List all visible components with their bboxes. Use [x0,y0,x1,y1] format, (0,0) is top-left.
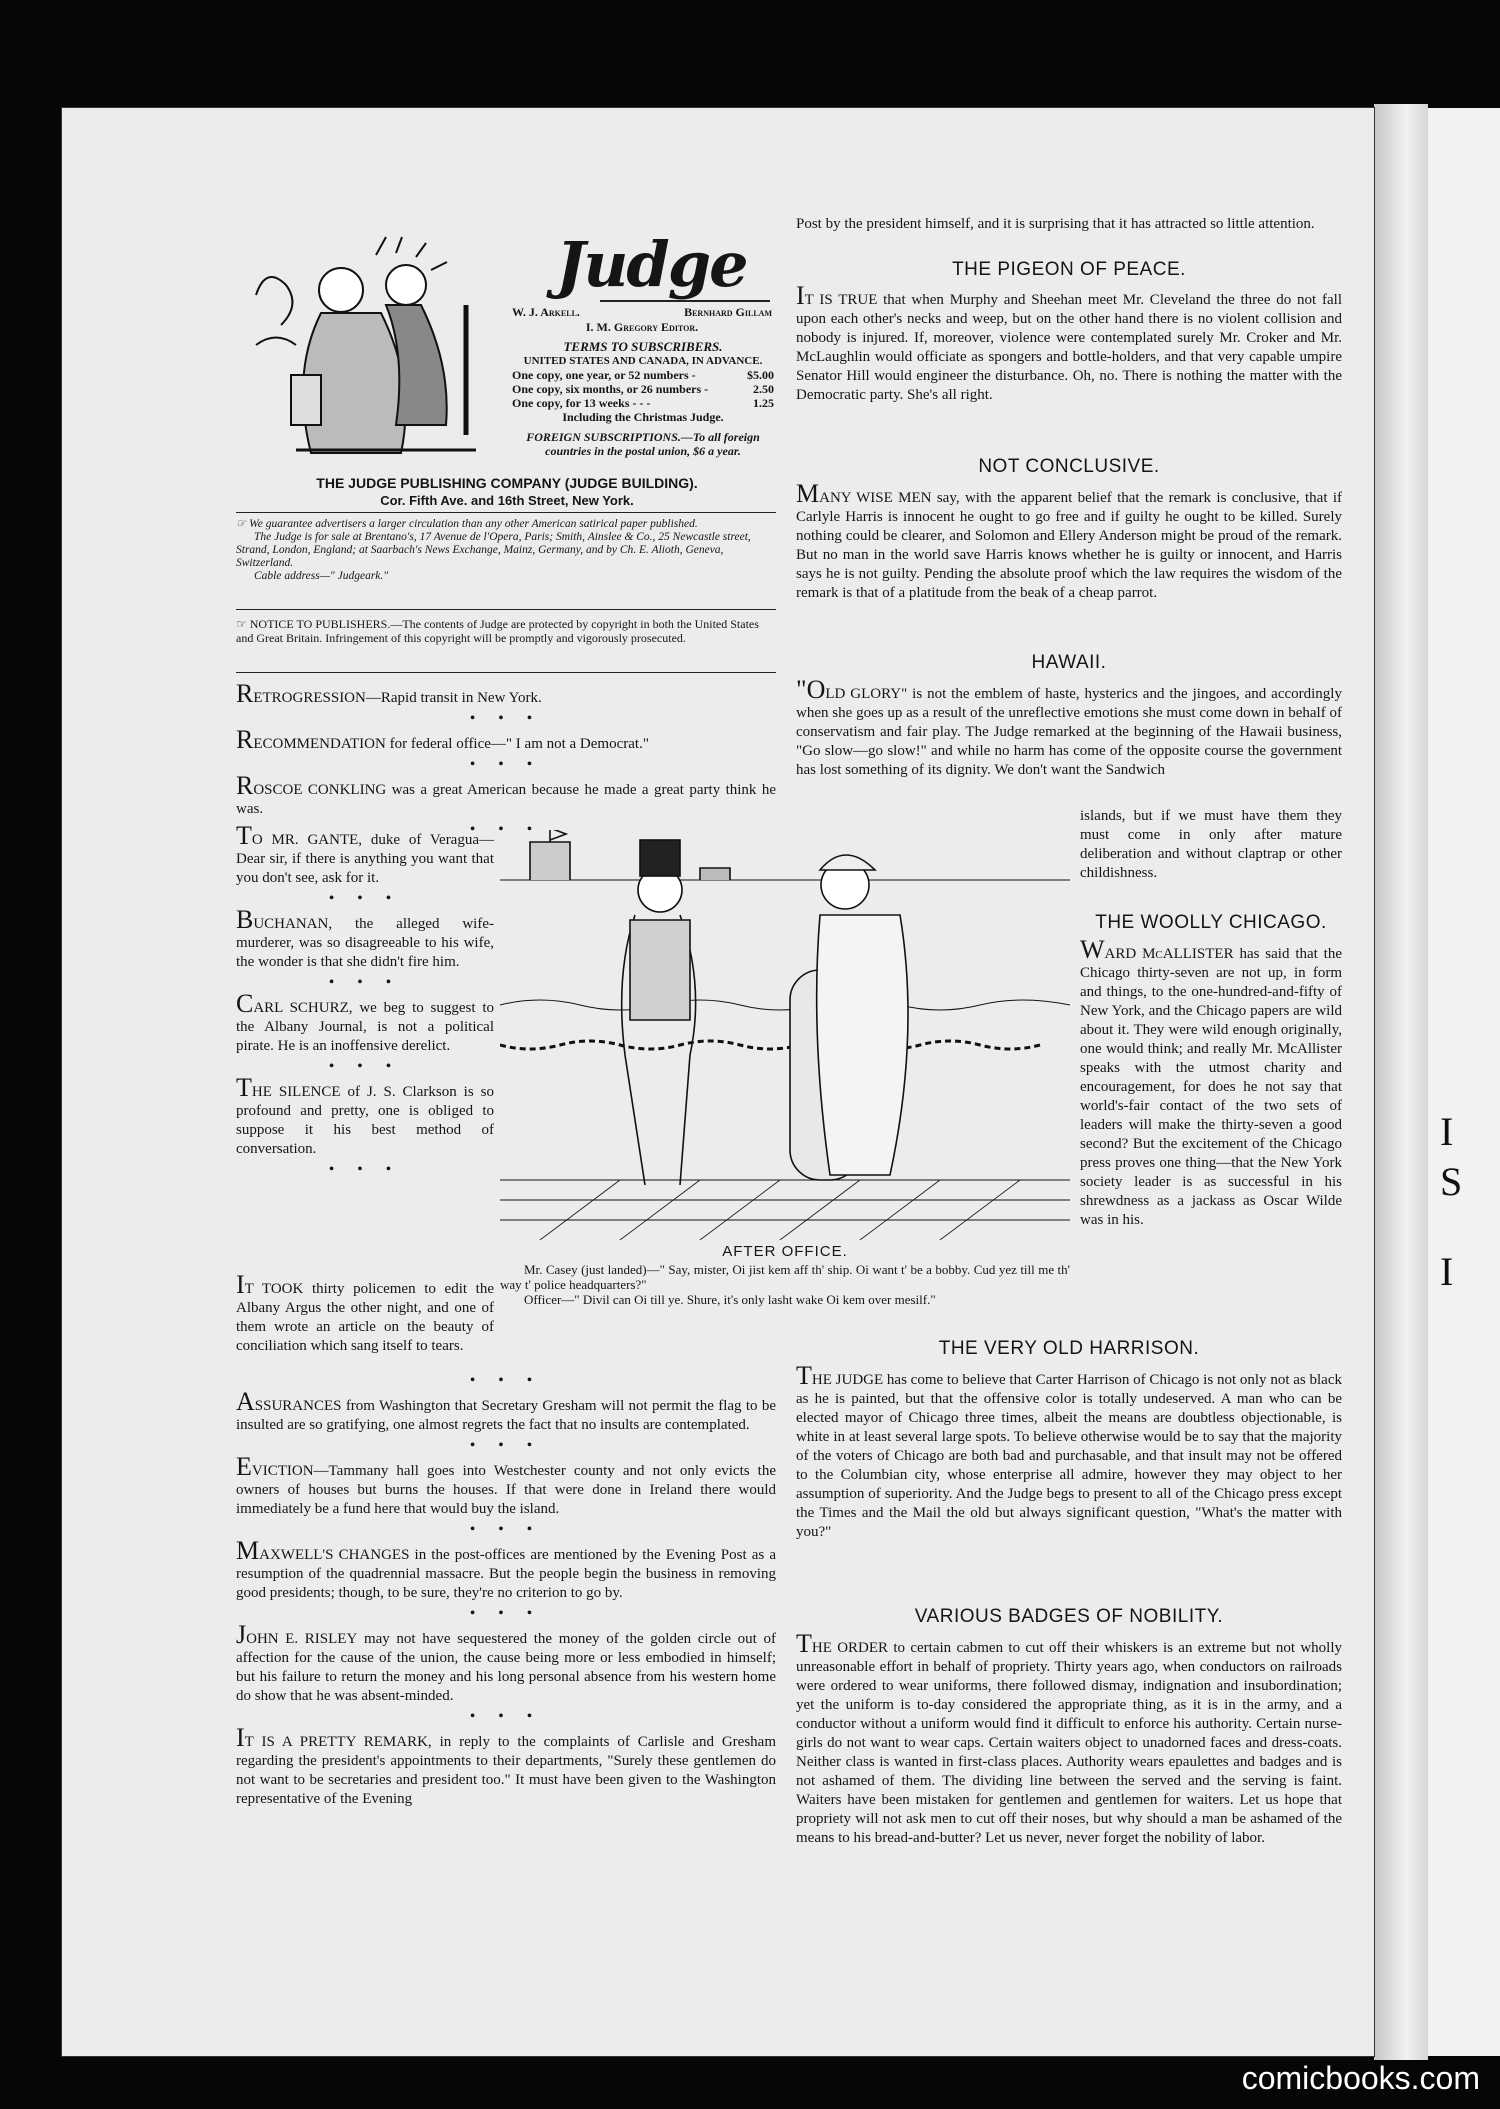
paragraph: ASSURANCES from Washington that Secretary Gresham will not permit the flag to be insulted are so gratifying, one almost regrets the fact that no insults are contemplated. [236,1387,776,1433]
terms-row: One copy, one year, or 52 numbers - $5.00 [512,368,774,382]
heading-hawaii: HAWAII. [1031,652,1107,673]
paragraph: IT TOOK thirty policemen to edit the Albany Argus the other night, and one of them wrote an article on the beauty of conciliation which sang itself to tears. [236,1270,494,1354]
left-column-top: RETROGRESSION—Rapid transit in New York. • • • RECOMMENDATION for federal office—" I am not a Democrat." • • • ROSCOE CONKLING was a great American because he made a great party think he was. • • • [236,679,776,837]
heading-very-old-harrison: THE VERY OLD HARRISON. [938,1338,1200,1359]
paragraph: TO MR. GANTE, duke of Veragua—Dear sir, if there is anything you want that you don't see, ask for it. [236,821,494,886]
divider [236,609,776,610]
terms-heading: TERMS TO SUBSCRIBERS. [563,339,723,354]
foreign-subscriptions: FOREIGN SUBSCRIPTIONS.—To all foreign countries in the postal union, $6 a year. [526,430,760,458]
facing-page-edge: I S I [1428,108,1500,2056]
editor-center: I. M. Gregory Editor. [585,320,699,334]
site-watermark: comicbooks.com [1241,2060,1480,2096]
subscription-terms [512,340,774,458]
publisher-name: THE JUDGE PUBLISHING COMPANY (JUDGE BUILDING). [316,475,698,491]
cartoon-caption: Mr. Casey (just landed)—" Say, mister, Oi jist kem aff th' ship. Oi want t' be a bobby. Cud yez till me th' way t' police headquarters?" Officer—" Divil can Oi till ye. Shure, it's only lasht wake Oi kem over mesilf." [500,1262,1070,1307]
masthead-vignette-illustration [236,235,506,467]
terms-including: Including the Christmas Judge. [562,410,724,424]
editors-block [512,305,772,335]
paragraph: CARL SCHURZ, we beg to suggest to the Albany Journal, is not a political pirate. He is an inoffensive derelict. [236,989,495,1054]
publisher-address: Cor. Fifth Ave. and 16th Street, New York. [380,493,634,508]
article-not-conclusive: MANY WISE MEN say, with the apparent belief that the remark is conclusive, that if Carlyle Harris is innocent he ought to go free and if guilty he ought to be killed. Surely nothing could be clearer, and Solomon and Ellery Anderson might be proud of the remark. But no man in the world save Harris knows whether he is guilty or innocent, and Harris says he is not guilty. Pending the absolute proof which the law requires the wisdom of the remark is that of a platitude from the beak of a cheap parrot. [796,479,1342,601]
paragraph: EVICTION—Tammany hall goes into Westchester county and not only evicts the owners of houses but burns the houses. If that were done in Ireland there would immediately be a fund here that would buy the island. [236,1452,776,1517]
heading-woolly-chicago: THE WOOLLY CHICAGO. [1095,912,1327,933]
after-office-cartoon [500,830,1070,1240]
paragraph: THE SILENCE of J. S. Clarkson is so profound and pretty, one is obliged to suppose it his best method of conversation. [236,1073,494,1157]
paragraph: MAXWELL'S CHANGES in the post-offices are mentioned by the Evening Post as a resumption of the quadrennial massacre. But the people begin the business in removing good presidents; though, to be sure, they're no criterion to go by. [236,1536,776,1601]
paragraph: JOHN E. RISLEY may not have sequestered the money of the golden circle out of affection for the cause of the union, the cause being more or less embodied in himself; but his failure to return the money and his long personal absence from his western home do show that he was absent-minded. [236,1620,776,1704]
terms-row: One copy, six months, or 26 numbers - 2.50 [512,382,774,396]
heading-not-conclusive: NOT CONCLUSIVE. [978,456,1160,477]
advertiser-guarantee: ☞ We guarantee advertisers a larger circulation than any other American satirical paper published. The Judge is for sale at Brentano's, 17 Avenue de l'Opera, Paris; Smith, Ainslee & Co., 25 Newcastle street, Strand, London, England; at Saarbach's News Exchange, Mainz, Germany, and by Ch. E. Alioth, Geneva, Switzerland. Cable address—" Judgeark." [236,518,751,582]
paragraph: RETROGRESSION—Rapid transit in New York. [236,679,542,708]
article-badges-of-nobility: THE ORDER to certain cabmen to cut off their whiskers is an extreme but not wholly unreasonable effort in behalf of propriety. Thirty years ago, when conductors on railroads were ordered to wear uniforms, there followed dismay, indignation and insubordination; yet the uniform is to-day considered the appropriate thing, as it is in the army, and a conductor without a uniform would find it difficult to enforce his authority. Certain nurse-girls do not want to wear caps. Certain waiters object to unadorned faces and dress-coats. Neither class is wanted in first-class places. Authority wears epaulettes and badges and is not ashamed of them. The dividing line between the served and the serving is faint. Waiters have been mistaken for gentlemen and gentlemen for waiters. Let us hope that propriety will not ask men to cut off their noses, but why should a man be ashamed of the means to his bread-and-butter? Let us never, never forget the nobility of labor. [796,1629,1342,1846]
left-column-lower: • • • ASSURANCES from Washington that Secretary Gresham will not permit the flag to be insulted are so gratifying, one almost regrets the fact that no insults are contemplated. • • • EVICTION—Tammany hall goes into Westchester county and not only evicts the owners of houses but burns the houses. If that were done in Ireland there would immediately be a fund here that would buy the island. • • • MAXWELL'S CHANGES in the post-offices are mentioned by the Evening Post as a resumption of the quadrennial massacre. But the people begin the business in removing good presidents; though, to be sure, they're no criterion to go by. • • • JOHN E. RISLEY may not have sequestered the money of the golden circle out of affection for the cause of the union, the cause being more or less embodied in himself; but his failure to return the money and his long personal absence from his western home do show that he was absent-minded. • • • IT IS A PRETTY REMARK, in reply to the complaints of Carlisle and Gresham regarding the president's appointments to their departments, "Surely these gentlemen do not want to be secretaries and president too." It must have been given to the Washington representative of the Evening [236,1373,776,1807]
left-narrow-column: TO MR. GANTE, duke of Veragua—Dear sir, if there is anything you want that you don't see, ask for it. • • • BUCHANAN, the alleged wife-murderer, was so disagreeable to his wife, the wonder is that she didn't fire him. • • • CARL SCHURZ, we beg to suggest to the Albany Journal, is not a political pirate. He is an inoffensive derelict. • • • THE SILENCE of J. S. Clarkson is so profound and pretty, one is obliged to suppose it his best method of conversation. • • • [236,821,495,1177]
paragraph: BUCHANAN, the alleged wife-murderer, was so disagreeable to his wife, the wonder is that she didn't fire him. [236,905,494,970]
heading-pigeon-of-peace: THE PIGEON OF PEACE. [952,259,1186,280]
divider [236,672,776,673]
article-hawaii: "OLD GLORY" is not the emblem of haste, hysterics and the jingoes, and accordingly when she goes up as a result of the unreflective emotions she must come down in behalf of conservatism and fair play. The Judge remarked at the beginning of the Hawaii business, "Go slow—go slow!" and while no harm has come of the opposite course the government has lost something of its dignity. We don't want the Sandwich [796,675,1342,778]
paragraph: RECOMMENDATION for federal office—" I am not a Democrat." [236,725,649,754]
masthead-title: Judge [556,228,747,301]
cartoon-title: AFTER OFFICE. [722,1243,848,1260]
editor-right: Bernhard Gillam [684,305,772,319]
divider [236,512,776,513]
article-pigeon-of-peace: IT IS TRUE that when Murphy and Sheehan meet Mr. Cleveland the three do not fall upon each other's necks and weep, but on the other hand there is no violent collision and nobody is injured. If, moreover, violence were contemplated surely Mr. Croker and Mr. McLaughlin would officiate as spongers and bottle-holders, and that very capable umpire Senator Hill would engineer the disturbance. Oh, no. There is nothing the matter with the Democratic party. She's all right. [796,281,1342,403]
book-gutter [1374,104,1428,2060]
article-hawaii-continued: islands, but if we must have them they must come in only after mature deliberation and without claptrap or other childishness. [1080,808,1342,881]
terms-subheading: UNITED STATES AND CANADA, IN ADVANCE. [523,355,763,367]
masthead-rule [600,300,770,302]
terms-row: One copy, for 13 weeks - - - 1.25 [512,396,774,410]
paragraph: ROSCOE CONKLING was a great American because he made a great party think he was. [236,771,776,817]
notice-to-publishers: ☞ NOTICE TO PUBLISHERS.—The contents of Judge are protected by copyright in both the United States and Great Britain. Infringement of this copyright will be promptly and vigorously prosecuted. [236,617,759,645]
editor-left: W. J. Arkell. [512,305,580,319]
publisher-info [240,475,774,509]
paragraph: IT IS A PRETTY REMARK, in reply to the complaints of Carlisle and Gresham regarding the president's appointments to their departments, "Surely these gentlemen do not want to be secretaries and president too." It must have been given to the Washington representative of the Evening [236,1723,776,1807]
right-column-intro: Post by the president himself, and it is surprising that it has attracted so little attention. [796,216,1315,232]
heading-badges-of-nobility: VARIOUS BADGES OF NOBILITY. [914,1606,1224,1627]
article-woolly-chicago: WARD McALLISTER has said that the Chicago thirty-seven are not up, in form and things, to the one-hundred-and-fifty of New York, and the Chicago papers are wild about it. They were wild enough originally, one would think; and really Mr. McAllister speaks with the utmost charity and encouragement, for does he not say that world's-fair contact of the two sets of leaders will make the thirty-seven a good second? But the excitement of the Chicago press proves one thing—that the New York society leader is as successful in his shrewdness as a jackass as Oscar Wilde was in his. [1080,935,1342,1228]
article-very-old-harrison: THE JUDGE has come to believe that Carter Harrison of Chicago is not only not as black as he is painted, but that the offensive color is totally undeserved. A man who can be elected mayor of Chicago three times, albeit the means are doubtless objectionable, is white in at least several large spots. To believe otherwise would be to say that the majority of the voters of Chicago are both bad and purchasable, and that insult may not be offered to the Columbian city, whose enterprise all admire, however they may object to her assumption of superiority. And the Judge begs to present to all of the Chicago press except the Times and the Mail the old but always significant question, "What's the matter with you?" [796,1361,1342,1540]
